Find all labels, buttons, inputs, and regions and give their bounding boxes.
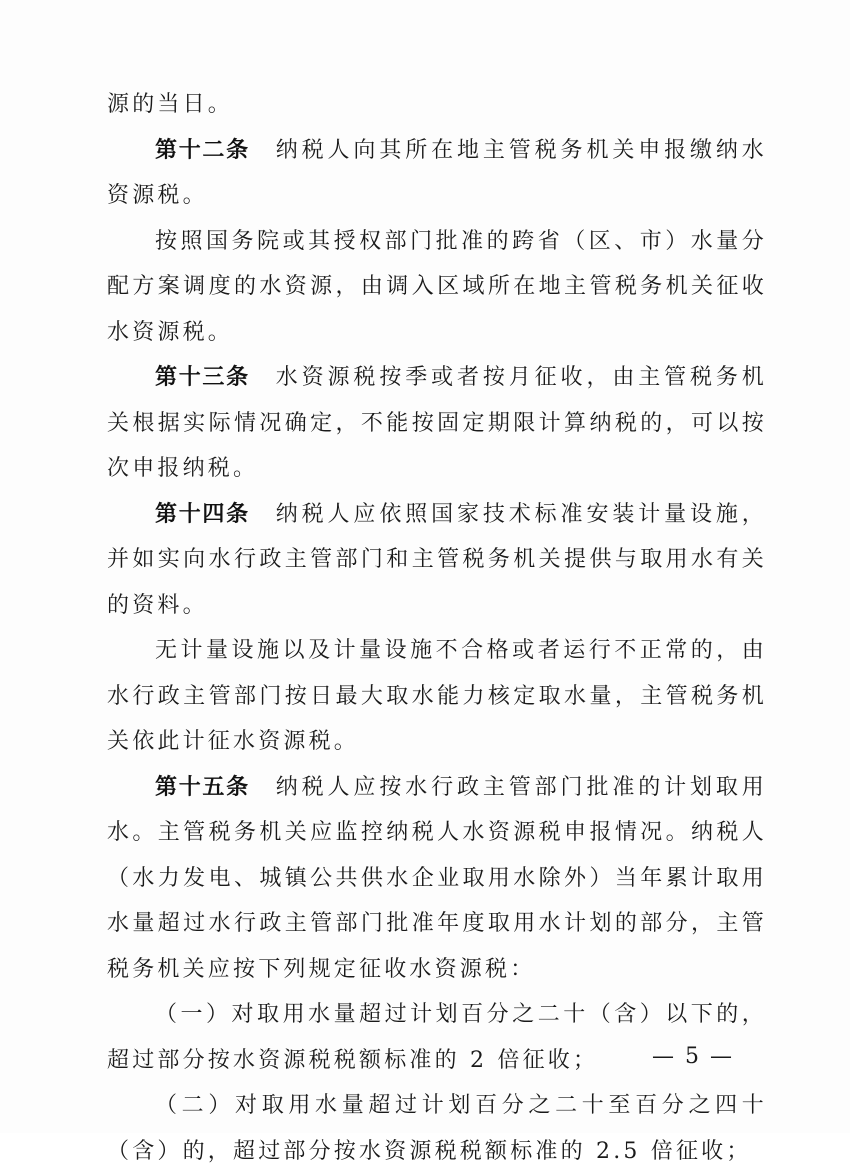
paragraph-text: 纳税人向其所在地主管税务机关申报缴纳水资源税。 [107, 137, 767, 208]
article-number: 第十二条 [155, 137, 250, 163]
paragraph-2 [107, 128, 767, 219]
paragraph-text: 纳税人应按水行政主管部门批准的计划取用水。主管税务机关应监控纳税人水资源税申报情况。纳税人（水力发电、城镇公共供水企业取用水除外）当年累计取用水量超过水行政主管部门批准年度取用水计划的部分，主管税务机关应按下列规定征收水资源税： [107, 774, 767, 982]
paragraph-9 [107, 1083, 767, 1174]
paragraph-text: 水资源税按季或者按月征收，由主管税务机关根据实际情况确定，不能按固定期限计算纳税的，可以按次申报纳税。 [107, 365, 767, 481]
paragraph-text: （一）对取用水量超过计划百分之二十（含）以下的，超过部分按水资源税税额标准的 2 倍征收； [107, 1002, 767, 1073]
paragraph-text: 按照国务院或其授权部门批准的跨省（区、市）水量分配方案调度的水资源，由调入区域所在地主管税务机关征收水资源税。 [107, 228, 767, 345]
paragraph-3 [107, 219, 767, 356]
paragraph-text: 无计量设施以及计量设施不合格或者运行不正常的，由水行政主管部门按日最大取水能力核定取水量，主管税务机关依此计征水资源税。 [107, 638, 767, 754]
article-number: 第十五条 [155, 774, 250, 800]
article-number: 第十三条 [155, 365, 250, 390]
article-number: 第十四条 [155, 501, 250, 527]
paragraph-1 [107, 82, 767, 128]
paragraph-6 [107, 628, 767, 765]
paragraph-7 [107, 765, 767, 993]
document-body [107, 82, 767, 1174]
paragraph-text: （二）对取用水量超过计划百分之二十至百分之四十（含）的，超过部分按水资源税税额标准的 2.5 倍征收； [107, 1093, 767, 1164]
paragraph-4 [107, 355, 767, 492]
paragraph-5 [107, 492, 767, 629]
paragraph-8 [107, 992, 767, 1083]
page-number: — 5 — [652, 1044, 734, 1069]
paragraph-text: 源的当日。 [107, 92, 234, 117]
paragraph-text: 纳税人应依照国家技术标准安装计量设施，并如实向水行政主管部门和主管税务机关提供与取用水有关的资料。 [107, 501, 767, 618]
